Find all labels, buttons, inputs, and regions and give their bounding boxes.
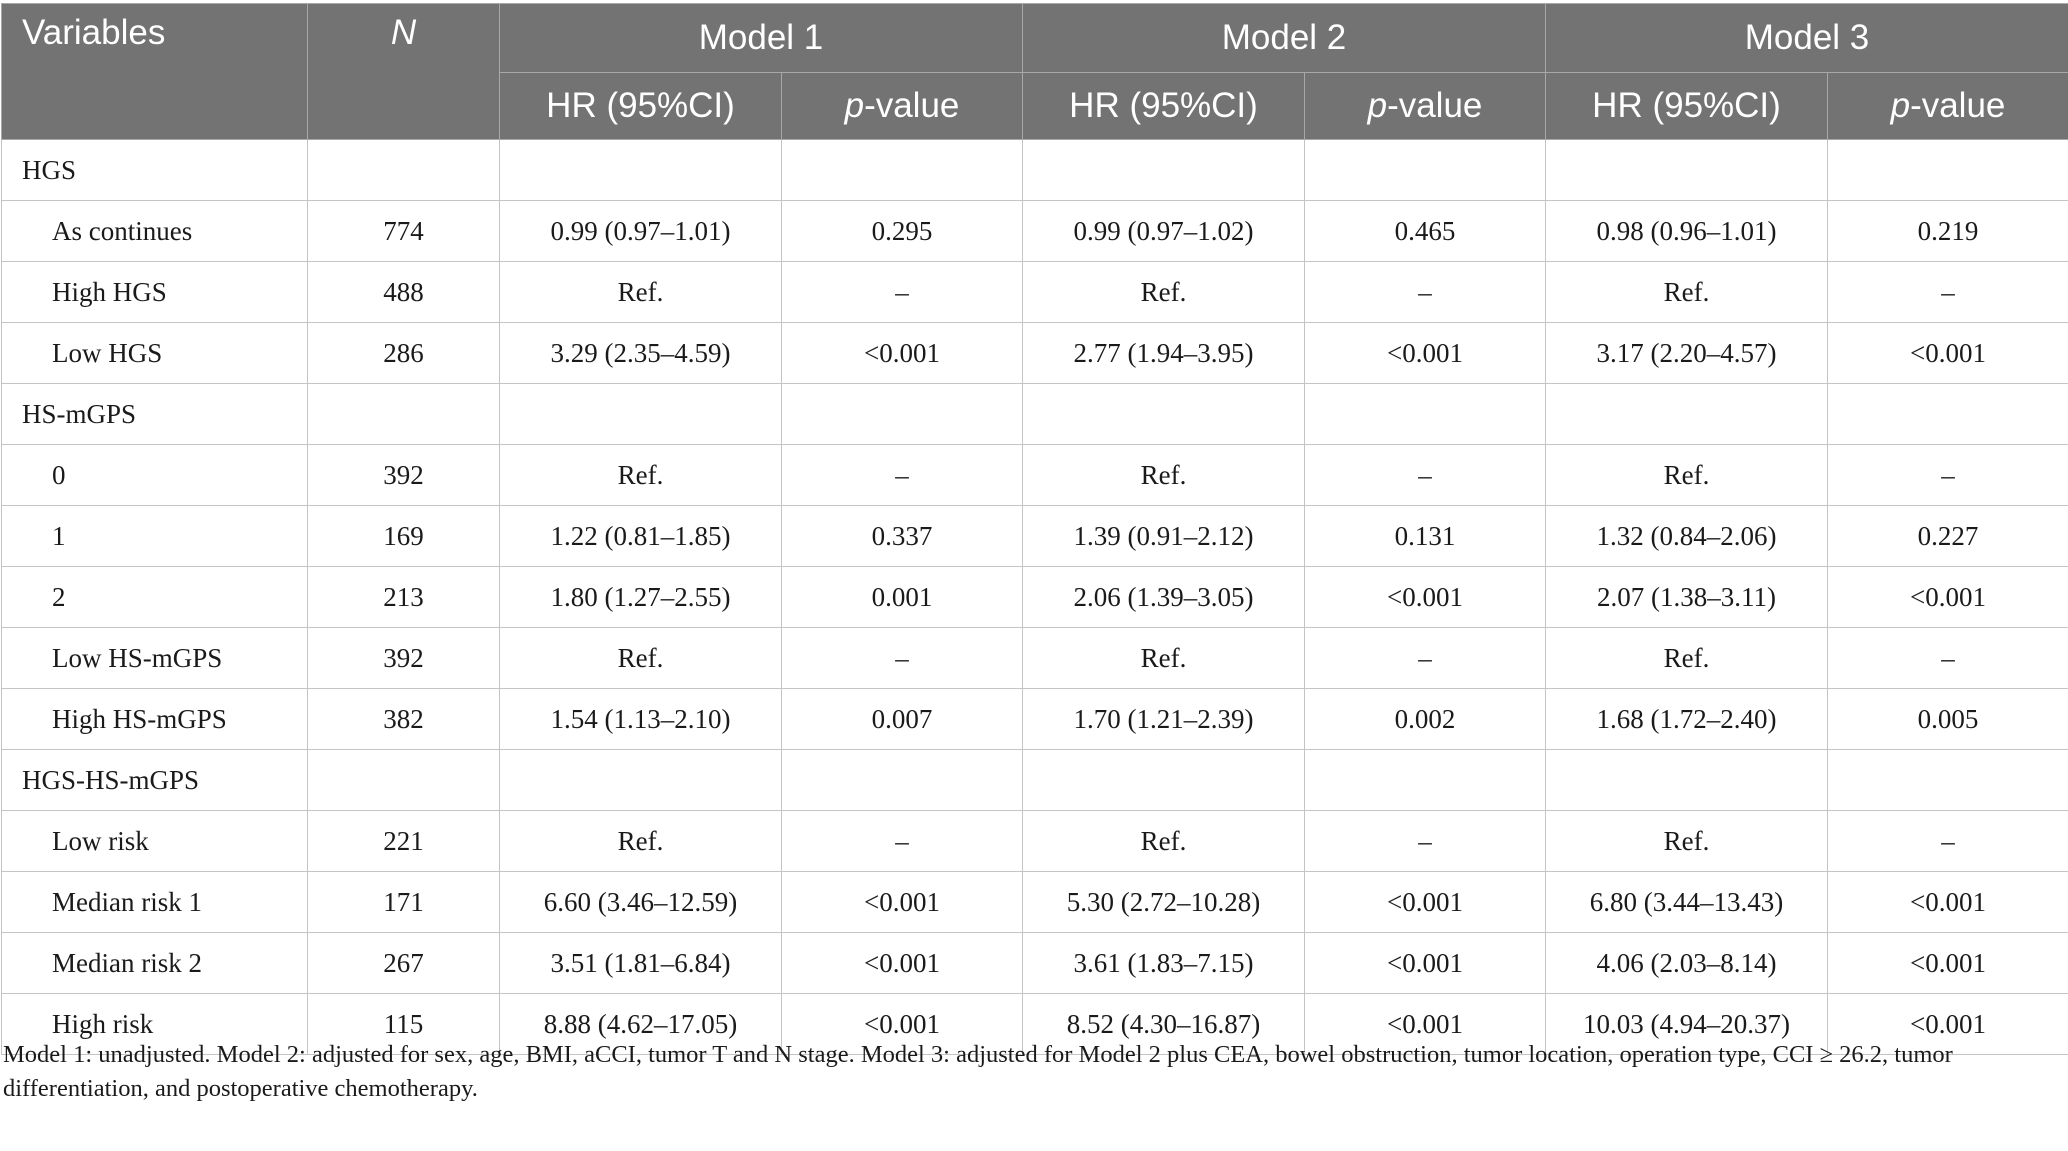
- table-row: [2, 933, 2068, 994]
- model-2-pvalue-cell: 0.465: [1305, 201, 1546, 262]
- results-table: [1, 3, 2068, 1055]
- model-2-pvalue-cell: [1305, 750, 1546, 811]
- header-model-3: Model 3: [1546, 4, 2068, 73]
- variable-label: High HS-mGPS: [2, 689, 308, 750]
- model-3-hr-cell: Ref.: [1546, 262, 1828, 323]
- model-2-pvalue-cell: –: [1305, 811, 1546, 872]
- variable-label: Low HGS: [2, 323, 308, 384]
- model-3-hr-cell: [1546, 140, 1828, 201]
- n-cell: 267: [308, 933, 500, 994]
- variable-label: As continues: [2, 201, 308, 262]
- model-2-hr-cell: Ref.: [1023, 262, 1305, 323]
- model-3-hr-cell: 3.17 (2.20–4.57): [1546, 323, 1828, 384]
- header-model-2: Model 2: [1023, 4, 1546, 73]
- n-cell: 171: [308, 872, 500, 933]
- header-pvalue-model-2: p-value: [1305, 73, 1546, 140]
- model-2-pvalue-cell: 0.131: [1305, 506, 1546, 567]
- model-1-hr-cell: 6.60 (3.46–12.59): [500, 872, 782, 933]
- model-2-hr-cell: 1.39 (0.91–2.12): [1023, 506, 1305, 567]
- model-1-hr-cell: Ref.: [500, 445, 782, 506]
- model-2-pvalue-cell: <0.001: [1305, 994, 1546, 1055]
- n-cell: [308, 140, 500, 201]
- model-3-hr-cell: Ref.: [1546, 445, 1828, 506]
- header-n: N: [308, 4, 500, 140]
- model-3-hr-cell: 1.32 (0.84–2.06): [1546, 506, 1828, 567]
- model-3-hr-cell: 6.80 (3.44–13.43): [1546, 872, 1828, 933]
- model-3-pvalue-cell: [1828, 384, 2068, 445]
- table-row: [2, 201, 2068, 262]
- variable-label: Low HS-mGPS: [2, 628, 308, 689]
- model-2-hr-cell: Ref.: [1023, 445, 1305, 506]
- model-1-hr-cell: 8.88 (4.62–17.05): [500, 994, 782, 1055]
- n-cell: [308, 750, 500, 811]
- model-3-hr-cell: 1.68 (1.72–2.40): [1546, 689, 1828, 750]
- n-cell: 286: [308, 323, 500, 384]
- model-2-hr-cell: [1023, 750, 1305, 811]
- model-1-pvalue-cell: –: [782, 262, 1023, 323]
- model-3-hr-cell: [1546, 384, 1828, 445]
- model-2-pvalue-cell: <0.001: [1305, 323, 1546, 384]
- model-3-pvalue-cell: 0.227: [1828, 506, 2068, 567]
- header-hr-model-3: HR (95%CI): [1546, 73, 1828, 140]
- model-3-pvalue-cell: [1828, 140, 2068, 201]
- model-1-hr-cell: Ref.: [500, 811, 782, 872]
- table-row: [2, 506, 2068, 567]
- model-2-hr-cell: 1.70 (1.21–2.39): [1023, 689, 1305, 750]
- model-2-hr-cell: 2.06 (1.39–3.05): [1023, 567, 1305, 628]
- group-label: HS-mGPS: [2, 384, 308, 445]
- model-2-hr-cell: [1023, 140, 1305, 201]
- model-1-hr-cell: [500, 140, 782, 201]
- n-cell: 169: [308, 506, 500, 567]
- model-3-hr-cell: 4.06 (2.03–8.14): [1546, 933, 1828, 994]
- model-1-pvalue-cell: –: [782, 811, 1023, 872]
- table-row: [2, 262, 2068, 323]
- model-3-pvalue-cell: –: [1828, 811, 2068, 872]
- model-2-hr-cell: 2.77 (1.94–3.95): [1023, 323, 1305, 384]
- model-1-hr-cell: 0.99 (0.97–1.01): [500, 201, 782, 262]
- table-row: [2, 689, 2068, 750]
- model-3-pvalue-cell: –: [1828, 628, 2068, 689]
- model-3-hr-cell: 0.98 (0.96–1.01): [1546, 201, 1828, 262]
- model-3-pvalue-cell: <0.001: [1828, 567, 2068, 628]
- model-2-hr-cell: 3.61 (1.83–7.15): [1023, 933, 1305, 994]
- model-1-hr-cell: 1.54 (1.13–2.10): [500, 689, 782, 750]
- n-cell: 115: [308, 994, 500, 1055]
- variable-label: 0: [2, 445, 308, 506]
- header-hr-model-2: HR (95%CI): [1023, 73, 1305, 140]
- model-1-pvalue-cell: [782, 750, 1023, 811]
- table-group-row: [2, 750, 2068, 811]
- group-label: HGS-HS-mGPS: [2, 750, 308, 811]
- table-body: [2, 140, 2068, 1055]
- header-variables: Variables: [2, 4, 308, 140]
- model-3-hr-cell: [1546, 750, 1828, 811]
- model-1-pvalue-cell: 0.007: [782, 689, 1023, 750]
- model-2-hr-cell: 8.52 (4.30–16.87): [1023, 994, 1305, 1055]
- table-header: [2, 4, 2068, 140]
- n-cell: [308, 384, 500, 445]
- header-hr-model-1: HR (95%CI): [500, 73, 782, 140]
- model-1-pvalue-cell: [782, 384, 1023, 445]
- variable-label: Low risk: [2, 811, 308, 872]
- model-1-pvalue-cell: 0.337: [782, 506, 1023, 567]
- model-1-hr-cell: [500, 384, 782, 445]
- model-3-pvalue-cell: 0.219: [1828, 201, 2068, 262]
- header-model-1: Model 1: [500, 4, 1023, 73]
- model-1-hr-cell: 1.22 (0.81–1.85): [500, 506, 782, 567]
- model-1-hr-cell: 1.80 (1.27–2.55): [500, 567, 782, 628]
- model-3-pvalue-cell: <0.001: [1828, 933, 2068, 994]
- n-cell: 213: [308, 567, 500, 628]
- header-pvalue-model-3: p-value: [1828, 73, 2068, 140]
- variable-label: High HGS: [2, 262, 308, 323]
- model-1-hr-cell: Ref.: [500, 262, 782, 323]
- model-1-pvalue-cell: –: [782, 445, 1023, 506]
- model-2-hr-cell: 5.30 (2.72–10.28): [1023, 872, 1305, 933]
- model-1-hr-cell: Ref.: [500, 628, 782, 689]
- model-3-pvalue-cell: 0.005: [1828, 689, 2068, 750]
- model-3-pvalue-cell: <0.001: [1828, 994, 2068, 1055]
- model-3-hr-cell: 2.07 (1.38–3.11): [1546, 567, 1828, 628]
- variable-label: High risk: [2, 994, 308, 1055]
- model-1-pvalue-cell: <0.001: [782, 994, 1023, 1055]
- variable-label: Median risk 1: [2, 872, 308, 933]
- model-1-pvalue-cell: [782, 140, 1023, 201]
- model-2-hr-cell: 0.99 (0.97–1.02): [1023, 201, 1305, 262]
- table-row: [2, 567, 2068, 628]
- variable-label: 1: [2, 506, 308, 567]
- model-3-pvalue-cell: –: [1828, 262, 2068, 323]
- header-pvalue-model-1: p-value: [782, 73, 1023, 140]
- model-1-hr-cell: 3.51 (1.81–6.84): [500, 933, 782, 994]
- table-row: [2, 323, 2068, 384]
- n-cell: 221: [308, 811, 500, 872]
- model-2-pvalue-cell: –: [1305, 262, 1546, 323]
- model-1-pvalue-cell: 0.295: [782, 201, 1023, 262]
- table-row: [2, 628, 2068, 689]
- model-2-pvalue-cell: <0.001: [1305, 567, 1546, 628]
- model-3-hr-cell: 10.03 (4.94–20.37): [1546, 994, 1828, 1055]
- model-1-hr-cell: 3.29 (2.35–4.59): [500, 323, 782, 384]
- model-1-pvalue-cell: <0.001: [782, 872, 1023, 933]
- table-row: [2, 811, 2068, 872]
- table-group-row: [2, 384, 2068, 445]
- model-2-hr-cell: [1023, 384, 1305, 445]
- model-2-hr-cell: Ref.: [1023, 811, 1305, 872]
- model-1-hr-cell: [500, 750, 782, 811]
- model-1-pvalue-cell: <0.001: [782, 323, 1023, 384]
- variable-label: Median risk 2: [2, 933, 308, 994]
- n-cell: 382: [308, 689, 500, 750]
- model-2-hr-cell: Ref.: [1023, 628, 1305, 689]
- group-label: HGS: [2, 140, 308, 201]
- model-3-pvalue-cell: [1828, 750, 2068, 811]
- model-1-pvalue-cell: –: [782, 628, 1023, 689]
- n-cell: 392: [308, 445, 500, 506]
- model-3-hr-cell: Ref.: [1546, 628, 1828, 689]
- model-3-pvalue-cell: <0.001: [1828, 872, 2068, 933]
- table-row: [2, 445, 2068, 506]
- model-2-pvalue-cell: [1305, 384, 1546, 445]
- model-2-pvalue-cell: 0.002: [1305, 689, 1546, 750]
- model-2-pvalue-cell: <0.001: [1305, 872, 1546, 933]
- model-2-pvalue-cell: –: [1305, 628, 1546, 689]
- table-row: [2, 872, 2068, 933]
- model-1-pvalue-cell: 0.001: [782, 567, 1023, 628]
- n-cell: 774: [308, 201, 500, 262]
- model-2-pvalue-cell: [1305, 140, 1546, 201]
- variable-label: 2: [2, 567, 308, 628]
- model-3-pvalue-cell: –: [1828, 445, 2068, 506]
- model-3-hr-cell: Ref.: [1546, 811, 1828, 872]
- model-2-pvalue-cell: <0.001: [1305, 933, 1546, 994]
- n-cell: 392: [308, 628, 500, 689]
- n-cell: 488: [308, 262, 500, 323]
- table-group-row: [2, 140, 2068, 201]
- model-3-pvalue-cell: <0.001: [1828, 323, 2068, 384]
- model-2-pvalue-cell: –: [1305, 445, 1546, 506]
- table-footnote: Model 1: unadjusted. Model 2: adjusted for sex, age, BMI, aCCI, tumor T and N stage. Model 3: adjusted for Model 2 plus CEA, bowel obstruction, tumor location, operation type, CCI ≥ 26.2, tumor differentiation, and postoperative chemotherapy.: [3, 1041, 1953, 1102]
- model-1-pvalue-cell: <0.001: [782, 933, 1023, 994]
